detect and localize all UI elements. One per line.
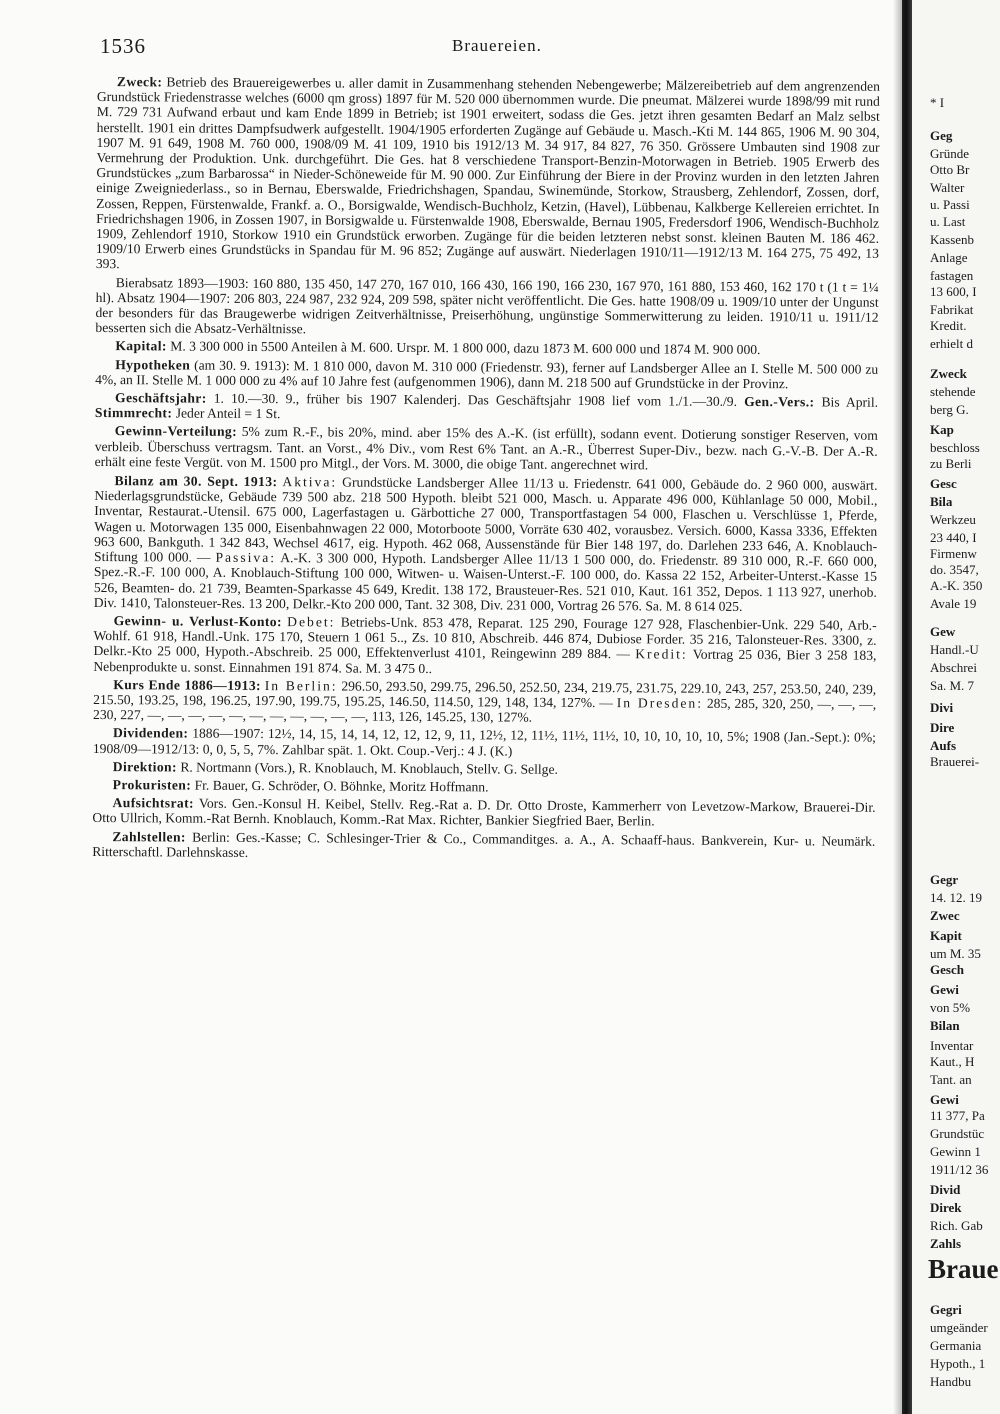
adjacent-page-fragment: Werkzeu	[930, 512, 976, 527]
zweck-text: Betrieb des Brauereigewerbes u. aller damit in Zusammenhang stehenden Nebengewerbe; Mälzereibetrieb auf dem angrenzenden Grundstück Friedenstrasse welches (6000 qm gross) 1897 für M. 520 000 übernommen wurde. Die pneumat. Mälzerei wurde 1898/99 mit rund M. 729 731 Aufwand erbaut und kam Ende 1899 in Betrieb; ist 1901 erweitert, sodass die Ges. jetzt ihren gesamten Bedarf an Malz selbst herstellt. 1901 ein drittes Dampfsudwerk aufgestellt. 1904/1905 erforderten Zugänge auf Gebäude u. Masch.-Kti M. 144 865, 1906 M. 90 304, 1907 M. 91 649, 1908 M. 760 000, 1908/09 M. 41 109, 1910 bis 1912/13 M. 34 917, 84 827, 76 350. Grössere Umbauten sind 1908 zur Vermehrung der Produktion. Unk. durchgeführt. Die Ges. hat 8 verschiedene Transport-Benzin-Motorwagen in Betrieb. 1905 Erwerb des Grundstückes „zum Barbarossa“ in Nieder-Schöneweide für M. 90 000. Zur Einführung der Biere in der Provinz wurden in den letzten Jahren einige Zweigniederlass., so in Bernau, Eberswalde, Friedrichshagen, Spandau, Swinemünde, Storkow, Strausberg, Zehlendorf, Zossen, dorf, Zossen, Reppen, Fürstenwalde, Frankf. a. O., Borsigwalde, Wendisch-Buchholz, Ketzin, (Havel), Lübbenau, Kalkberge Kellereien errichtet. In Friedrichshagen 1906, in Zossen 1907, in Borsigwalde u. Fürstenwalde 1908, Eberswalde, Bernau 1905, Fredersdorf 1906, Wendisch-Buchholz 1909, Zehlendorf 1910, Storkow 1910 ein Grundstück erworben. Zugänge für die beiden letzteren nebst sonst. kleinen Bauten M. 186 462. 1909/10 Erwerb eines Grundstücks in Spandau für M. 96 852; Zugänge auf auswärt. Niederlagen 1910/11—1912/13 M. 164 275, 75 492, 13 393.	[95, 74, 880, 272]
dividenden-text: 1886—1907: 12½, 14, 15, 14, 14, 12, 12, 12, 9, 11, 12½, 12, 11½, 11½, 11½, 10, 10, 10, 10, 10, 5%; 1908 (Jan.-Sept.): 0%; 1908/09—1912/13: 0, 0, 5, 5, 7%. Zahlbar spät. 1. Okt. Coup.-Verj.: 4 J. (K.)	[92, 725, 876, 759]
adjacent-page-fragment: Gesch	[930, 962, 964, 977]
running-head: Brauereien.	[452, 36, 542, 55]
adjacent-page-fragment: Gegr	[930, 872, 959, 887]
kapital-text: M. 3 300 000 in 5500 Anteilen à M. 600. Urspr. M. 1 800 000, dazu 1873 M. 600 000 und 1874 M. 900 000.	[170, 338, 761, 358]
adjacent-page-fragment: Divid	[930, 1182, 961, 1197]
prokuristen-paragraph	[93, 777, 876, 797]
adjacent-page-fragment: Gewi	[930, 1092, 959, 1107]
guv-debet-label: Debet:	[287, 614, 336, 630]
bilanz-passiva-label: Passiva:	[215, 549, 277, 566]
adjacent-page-fragment: Braue	[928, 1254, 999, 1284]
adjacent-page-fragment: Grundstüc	[930, 1126, 985, 1141]
gewinnverteilung-paragraph	[95, 423, 878, 473]
stimmrecht-text: Jeder Anteil = 1 St.	[175, 405, 281, 422]
adjacent-page-fragment: do. 3547,	[930, 562, 979, 577]
gewinnverteilung-text: 5% zum R.-F., bis 20%, mind. aber 15% des A.-K. (ist erfüllt), sodann event. Dotierung sonstiger Reserven, vom verbleib. Überschuss vertragsm. Tant. an Vorst., 4% Div., vom Rest 6% Tant. an A.-R., Überrest Super-Div., bezw. nach G.-V.-B. Der A.-R. erhält eine feste Vergüt. von M. 1500 pro Mitgl., der Vors. M. 3000, die obige Tant. angerechnet wird.	[94, 424, 878, 473]
adjacent-page-fragment: umgeänder	[930, 1320, 988, 1335]
genvers-text: Bis April.	[821, 394, 879, 410]
adjacent-page-fragment: Handl.-U	[930, 642, 979, 657]
adjacent-page-fragment: Gegri	[930, 1302, 962, 1317]
guv-label: Gewinn- u. Verlust-Konto:	[113, 613, 282, 630]
kurs-dresden-label: In Dresden:	[616, 695, 704, 711]
adjacent-page-fragment: Kaut., H	[930, 1054, 975, 1069]
aufsichtsrat-paragraph	[92, 795, 875, 830]
prokuristen-text: Fr. Bauer, G. Schröder, O. Böhnke, Moritz Hoffmann.	[194, 777, 489, 795]
geschaeftsjahr-label: Geschäftsjahr:	[114, 390, 207, 406]
gutter-shadow	[893, 0, 902, 1414]
kapital-label: Kapital:	[115, 338, 167, 354]
adjacent-page-fragment: 14. 12. 19	[930, 890, 982, 905]
adjacent-page-fragment: Firmenw	[930, 546, 977, 561]
dividenden-label: Dividenden:	[112, 725, 189, 741]
page-number: 1536	[100, 34, 146, 58]
zweck-paragraph	[96, 74, 880, 276]
zahlstellen-label: Zahlstellen:	[112, 828, 186, 845]
kurs-berlin-label: In Berlin:	[264, 677, 338, 694]
adjacent-page-fragment: Inventar	[930, 1038, 974, 1053]
adjacent-page-fragment: A.-K. 350	[930, 578, 983, 593]
guv-paragraph	[93, 613, 876, 679]
aufsichtsrat-label: Aufsichtsrat:	[112, 795, 195, 811]
aufsichtsrat-text: Vors. Gen.-Konsul H. Keibel, Stellv. Reg.-Rat a. D. Dr. Otto Droste, Kammerherr von Levetzow-Markow, Brauerei-Dir. Otto Ullrich, Komm.-Rat Bernh. Knoblauch, Komm.-Rat Max. Richter, Bankier Siegfried Baer, Berlin.	[92, 795, 876, 829]
dividenden-paragraph	[93, 725, 876, 760]
adjacent-page-fragment: um M. 35	[930, 946, 981, 961]
adjacent-page-fragment: Otto Br	[930, 162, 970, 177]
book-gutter	[902, 0, 912, 1414]
main-column	[92, 74, 880, 867]
adjacent-page-fragment: Handbu	[930, 1374, 972, 1389]
adjacent-page-fragment: von 5%	[930, 1000, 971, 1015]
adjacent-page-fragment: Kredit.	[930, 318, 967, 333]
kurs-berlin-text: 296.50, 293.50, 299.75, 296.50, 252.50, 234, 219.75, 231.75, 229.10, 243, 257, 253.50, 240, 239, 215.50, 193.25, 198, 196.25, 197.90, 199.75, 195.25, 146.50, 114.50, 129, 148, 134, 127%. —	[93, 678, 877, 711]
adjacent-page-fragment: Kapit	[930, 928, 962, 943]
adjacent-page-fragment: beschloss	[930, 440, 980, 455]
kurs-paragraph	[93, 677, 876, 727]
bilanz-label: Bilanz am 30. Sept. 1913:	[114, 473, 278, 490]
adjacent-page-fragment: berg G.	[930, 402, 969, 417]
hypotheken-text: (am 30. 9. 1913): M. 1 810 000, davon M. 310 000 (Friedenstr. 93), ferner auf Landsberger Allee an I. Stelle M. 500 000 zu 4%, an II. Stelle M. 1 000 000 zu 4% auf 10 Jahre fest (aufgenommen 1906), dann M. 218 500 auf Grundstücke in der Provinz.	[95, 357, 879, 392]
adjacent-page-fragment: Zahls	[930, 1236, 962, 1251]
adjacent-page-fragment: Kassenb	[930, 232, 975, 247]
adjacent-page-fragment: Avale 19	[930, 596, 977, 611]
bilanz-passiva-text: A.-K. 3 300 000, Hypoth. Landsberger Allee 11/13 1 500 000, do. Friedenstr. 89 310 000, R.-F. 660 000, Spez.-R.-F. 100 000, A. Knoblauch-Stiftung 100 000, Witwen- u. Waisen-Unterst.-F. 100 000, do. Kassa 22 152, Arbeiter-Unterst.-Kasse 15 526, Beamten- do. 21 739, Beamten-Sparkasse 45 649, Kredit. 138 172, Brausteuer-Res. 521 010, Kaut. 161 352, Depos. 1 113 927, unerhob. Div. 1410, Talonsteuer-Res. 13 200, Delkr.-Kto 200 000, Tant. 32 308, Div. 231 000, Vortrag 26 576. Sa. M. 8 614 025.	[93, 550, 878, 614]
adjacent-page-fragment: Dire	[930, 720, 955, 735]
adjacent-page-fragment: Brauerei-	[930, 754, 980, 769]
hypotheken-label: Hypotheken	[115, 356, 191, 373]
adjacent-page-fragment: Sa. M. 7	[930, 678, 975, 693]
adjacent-page-fragment: Fabrikat	[930, 302, 974, 317]
stimmrecht-label: Stimmrecht:	[94, 405, 173, 421]
adjacent-page-fragment: 13 600, I	[930, 284, 977, 299]
adjacent-page-fragment: erhielt d	[930, 336, 973, 351]
guv-kredit-label: Kredit:	[635, 646, 688, 662]
adjacent-page-fragment: fastagen	[930, 268, 974, 283]
adjacent-page-fragment: Rich. Gab	[930, 1218, 983, 1233]
geschaeftsjahr-text: 1. 10.—30. 9., früher bis 1907 Kalenderj. Das Geschäftsjahr 1908 lief vom 1./1.—30./9.	[213, 390, 738, 409]
bilanz-paragraph	[94, 473, 878, 615]
direktion-text: R. Nortmann (Vors.), R. Knoblauch, M. Knoblauch, Stellv. G. Sellge.	[180, 759, 558, 777]
prokuristen-label: Prokuristen:	[112, 777, 192, 793]
adjacent-page-fragment: Gründe	[930, 146, 969, 161]
adjacent-page-fragment: Bila	[930, 494, 953, 509]
guv-kredit-text: Vortrag 25 036, Bier 3 258 183, Nebenprodukte u. sonst. Einnahmen 191 874. Sa. M. 3 475 0..	[93, 646, 877, 676]
adjacent-page-fragment: Hypoth., 1	[930, 1356, 986, 1371]
kurs-dresden-text: 285, 285, 320, 250, —, —, —, 230, 227, —, —, —, —, —, —, —, —, —, —, —, 113, 126, 145.25, 130, 127%.	[93, 695, 877, 725]
bierabsatz-text: Bierabsatz 1893—1903: 160 880, 135 450, 147 270, 167 010, 166 430, 166 190, 166 230, 167 970, 161 880, 153 460, 162 170 t (1 t = 1¼ hl). Absatz 1904—1907: 206 803, 224 987, 232 924, 209 598, später nicht veröffentlicht. Die Ges. hatte 1908/09 u. 1909/10 unter der Ungunst der besonders für das Braugewerbe widrigen Zeitverhältnisse, Preiserhöhung, ungünstige Sommerwitterung zu leiden. 1910/11 u. 1911/12 besserten sich die Absatz-Verhältnisse.	[95, 274, 879, 337]
adjacent-page-fragment: 1911/12 36	[930, 1162, 989, 1177]
adjacent-page-fragment: Kap	[930, 422, 954, 437]
gewinnverteilung-label: Gewinn-Verteilung:	[114, 423, 238, 440]
adjacent-page-fragment: Anlage	[930, 250, 968, 265]
adjacent-page-fragment: u. Last	[930, 214, 966, 229]
kurs-label: Kurs Ende 1886—1913:	[113, 676, 262, 693]
adjacent-page-fragment: stehende	[930, 384, 976, 399]
adjacent-page-fragment: Walter	[930, 180, 965, 195]
adjacent-page-fragment: Gewinn 1	[930, 1144, 981, 1159]
page-header	[100, 34, 900, 60]
zweck-label: Zweck:	[116, 74, 163, 90]
bierabsatz-paragraph	[95, 275, 878, 341]
adjacent-page-fragment: Tant. an	[930, 1072, 972, 1087]
adjacent-page-fragment: u. Passi	[930, 197, 970, 212]
adjacent-page-fragment: Aufs	[930, 738, 957, 753]
adjacent-page-fragment: Zweck	[930, 366, 967, 381]
adjacent-page-fragment: * I	[930, 95, 945, 110]
adjacent-page-fragment: Bilan	[930, 1018, 960, 1033]
adjacent-page-fragment: Divi	[930, 700, 954, 715]
adjacent-page-fragment: Gewi	[930, 982, 959, 997]
kapital-paragraph	[95, 338, 878, 358]
adjacent-page-fragment: 11 377, Pa	[930, 1108, 985, 1123]
zahlstellen-text: Berlin: Ges.-Kasse; C. Schlesinger-Trier & Co., Commanditges. a. A., A. Schaaff-haus. Bankverein, Kur- u. Neumärk. Ritterschaftl. Darlehnskasse.	[92, 829, 876, 860]
guv-debet-text: Betriebs-Unk. 853 478, Reparat. 125 290, Fourage 127 928, Flaschenbier-Unk. 229 540, Arb.-Wohlf. 61 918, Handl.-Unk. 175 170, Steuern 1 061 5.., Zs. 10 810, Abschreib. 446 874, Dubiose Forder. 35 216, Talonsteuer-Res. 3300, z. Delkr.-Kto 25 000, Hypoth.-Abschreib. 25 000, Effektenverlust 4101, Reingewinn 289 884. —	[93, 614, 877, 662]
adjacent-page-fragment: 23 440, I	[930, 530, 977, 545]
direktion-label: Direktion:	[112, 758, 177, 775]
adjacent-page-fragment: Germania	[930, 1338, 982, 1353]
bilanz-aktiva-label: Aktiva:	[282, 474, 338, 490]
bilanz-aktiva-text: Grundstücke Landsberger Allee 11/13 u. Friedenstr. 641 000, Gebäude do. 2 960 000, auswärt. Niederlagsgrundstücke, Gebäude 739 500 abz. 218 500 Hypoth. bleibt 521 000, Masch. u. Apparate 496 000, Kühlanlage 50 000, Mobil., Inventar, Restaurat.-Utensil. 675 000, Lagerfastagen u. Gärbottiche 27 000, Transportfastagen 54 000, Flaschen u. Verschlüsse 1, Pferde, Wagen u. Motorwagen 135 000, Eisenbahnwagen 22 000, Motorboote 5000, Vorräte 630 402, vorausbez. Versich. 6000, Kassa 3336, Effekten 963 600, Bankguth. 1 342 843, Wechsel 4617, eig. Hypoth. 462 068, Aussenstände für Bier 148 197, do. Darlehen 233 646, A. Knoblauch-Stiftung 100 000. —	[94, 474, 878, 565]
adjacent-page-strip	[912, 0, 1000, 1414]
adjacent-page-fragment: Abschrei	[930, 660, 977, 675]
direktion-paragraph	[93, 759, 876, 779]
genvers-label: Gen.-Vers.:	[744, 394, 815, 410]
adjacent-page-fragment: Gesc	[930, 476, 957, 491]
adjacent-page-fragment: Direk	[930, 1200, 962, 1215]
adjacent-page-fragment: zu Berli	[930, 456, 972, 471]
adjacent-page-fragment: Geg	[930, 128, 953, 143]
geschaeftsjahr-paragraph	[95, 390, 878, 425]
hypotheken-paragraph	[95, 357, 878, 392]
zahlstellen-paragraph	[92, 829, 875, 864]
adjacent-page-fragment: Zwec	[930, 908, 960, 923]
adjacent-page-fragment: Gew	[930, 624, 956, 639]
